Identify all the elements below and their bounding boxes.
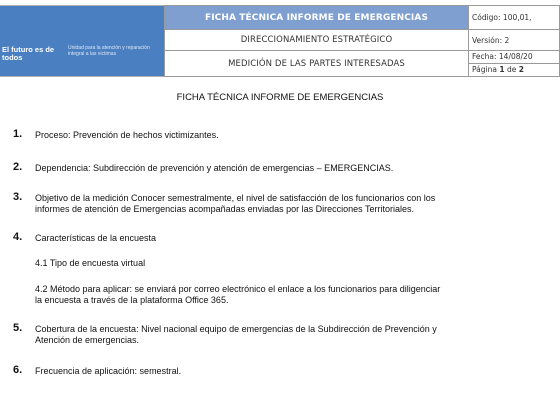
item-number: 4.: [13, 231, 23, 243]
institution-logo: [0, 5, 164, 77]
header-title: FICHA TÉCNICA INFORME DE EMERGENCIAS: [165, 6, 469, 30]
sub-item-text: 4.1 Tipo de encuesta virtual: [35, 258, 146, 268]
logo-unit-name: Unidad para la atención y reparación integral a las víctimas: [68, 45, 150, 57]
item-text: Frecuencia de aplicación: semestral.: [35, 366, 182, 376]
item-text-line-1: Cobertura de la encuesta: Nivel nacional equipo de emergencias de la Subdirección de Prevención y: [35, 324, 437, 334]
logo-slogan: El futuro es de todos: [2, 45, 55, 62]
sub-item-4-2: [35, 284, 560, 305]
document-header: [0, 5, 560, 75]
header-subject: MEDICIÓN DE LAS PARTES INTERESADAS: [165, 51, 469, 77]
item-text-line-2: Atención de emergencias.: [35, 334, 140, 345]
header-table: [164, 5, 560, 77]
item-text-line-2: informes de atención de Emergencias acompañadas enviadas por las Direcciones Territoriales.: [35, 203, 415, 214]
header-page: [469, 64, 560, 77]
item-number: 6.: [13, 364, 23, 376]
item-text: Dependencia: Subdirección de prevención y atención de emergencias – EMERGENCIAS.: [35, 163, 394, 173]
header-code: Código: 100,01,: [469, 6, 560, 30]
item-number: 2.: [13, 161, 23, 173]
item-text: Proceso: Prevención de hechos victimizantes.: [35, 130, 219, 140]
header-version: Versión: 2: [469, 30, 560, 51]
header-date: Fecha: 14/08/20: [469, 51, 560, 64]
item-text: Características de la encuesta: [35, 233, 157, 243]
item-number: 3.: [13, 191, 23, 203]
item-number: 1.: [13, 128, 23, 140]
item-text-line-1: Objetivo de la medición Conocer semestralmente, el nivel de satisfacción de los funcionarios con los: [35, 193, 436, 203]
page-label: Página: [472, 65, 497, 74]
sub-item-text-line-1: 4.2 Método para aplicar: se enviará por correo electrónico el enlace a los funcionarios para diligenciar: [35, 284, 441, 294]
document-title: FICHA TÉCNICA INFORME DE EMERGENCIAS: [176, 92, 384, 103]
header-department: DIRECCIONAMIENTO ESTRATÉGICO: [165, 30, 469, 51]
item-number: 5.: [13, 322, 23, 334]
sub-item-4-1: [35, 258, 560, 269]
page-sep: de: [506, 65, 517, 74]
page-total: 2: [518, 65, 524, 74]
page-current: 1: [499, 65, 505, 74]
sub-item-text-line-2: la encuesta a través de la plataforma Office 365.: [35, 294, 229, 305]
